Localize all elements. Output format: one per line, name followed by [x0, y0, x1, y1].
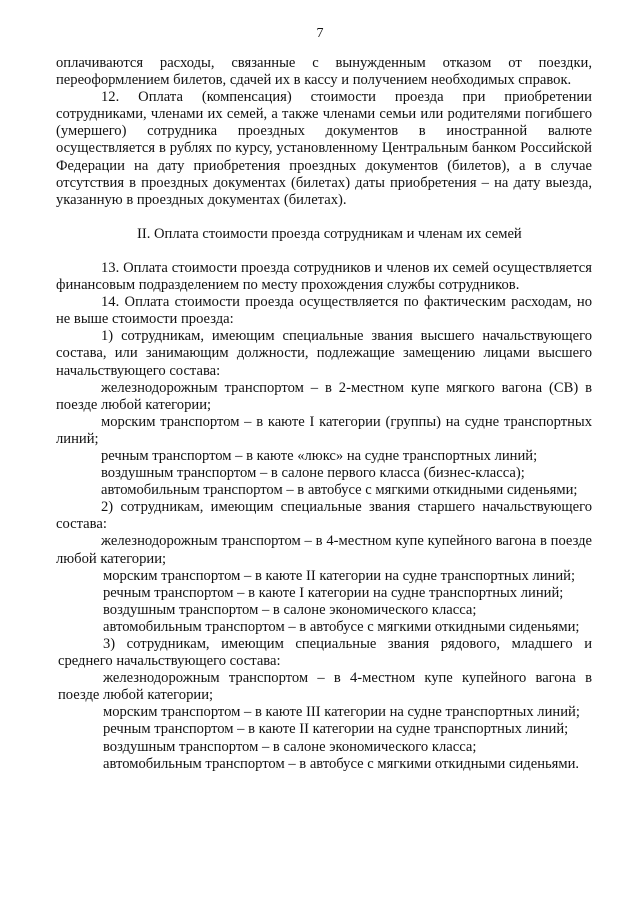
- paragraph-clause-12: 12. Оплата (компенсация) стоимости проезда при приобретении сотрудниками, членами их семей, а также членами семьи или родителями погибшего (умершего) сотрудника проездных документов в иностранной валюте осуществляется в рублях по курсу, установленному Центральным банком Российской Федерации на дату приобретения проездных документов (билетов), а в случае отсутствия в проездных документах (билетах) даты приобретения – на дату выезда, указанную в проездных документах (билетах).: [56, 89, 592, 208]
- list-item: автомобильным транспортом – в автобусе с мягкими откидными сиденьями;: [103, 618, 580, 635]
- paragraph-clause-13: 13. Оплата стоимости проезда сотрудников и членов их семей осуществляется финансовым подразделением по месту прохождения службы сотрудников.: [56, 259, 592, 294]
- list-item: воздушным транспортом – в салоне экономического класса;: [103, 738, 477, 755]
- list-item: морским транспортом – в каюте II категории на судне транспортных линий;: [103, 567, 576, 584]
- paragraph-continuation: оплачиваются расходы, связанные с вынужденным отказом от поездки, переоформлением билетов, сдачей их в кассу и получением необходимых справок.: [56, 55, 592, 89]
- page-number: 7: [316, 26, 324, 41]
- group-intro: 1) сотрудникам, имеющим специальные звания высшего начальствующего состава, или занимающим должности, подлежащие замещению лицами высшего начальствующего состава:: [56, 328, 592, 379]
- paragraph-clause-14: 14. Оплата стоимости проезда осуществляется по фактическим расходам, но не выше стоимости проезда:: [56, 294, 592, 328]
- list-item: железнодорожным транспортом – в 4-местном купе купейного вагона в поезде любой категории;: [56, 533, 592, 567]
- list-item: воздушным транспортом – в салоне экономического класса;: [103, 601, 477, 618]
- list-item: железнодорожным транспортом – в 4-местном купе купейного вагона в поезде любой категории;: [58, 670, 592, 704]
- group-3: [58, 636, 592, 773]
- section-heading: II. Оплата стоимости проезда сотрудникам и членам их семей: [137, 225, 522, 242]
- list-item: речным транспортом – в каюте I категории на судне транспортных линий;: [103, 584, 564, 601]
- list-item: морским транспортом – в каюте I категории (группы) на судне транспортных линий;: [56, 413, 592, 447]
- group-1: [56, 328, 592, 499]
- group-intro: 3) сотрудникам, имеющим специальные звания рядового, младшего и среднего начальствующего состава:: [58, 636, 592, 670]
- list-item: автомобильным транспортом – в автобусе с мягкими откидными сиденьями;: [101, 482, 578, 499]
- list-item: речным транспортом – в каюте II категории на судне транспортных линий;: [103, 721, 569, 738]
- list-item: автомобильным транспортом – в автобусе с мягкими откидными сиденьями.: [103, 755, 580, 772]
- list-item: воздушным транспортом – в салоне первого класса (бизнес-класса);: [101, 465, 525, 482]
- group-intro: 2) сотрудникам, имеющим специальные звания старшего начальствующего состава:: [56, 499, 592, 533]
- group-2: [56, 499, 592, 636]
- list-item: речным транспортом – в каюте «люкс» на судне транспортных линий;: [101, 447, 538, 464]
- list-item: железнодорожным транспортом – в 2-местном купе мягкого вагона (СВ) в поезде любой категории;: [56, 379, 592, 413]
- document-body: [56, 55, 592, 773]
- list-item: морским транспортом – в каюте III категории на судне транспортных линий;: [103, 704, 580, 721]
